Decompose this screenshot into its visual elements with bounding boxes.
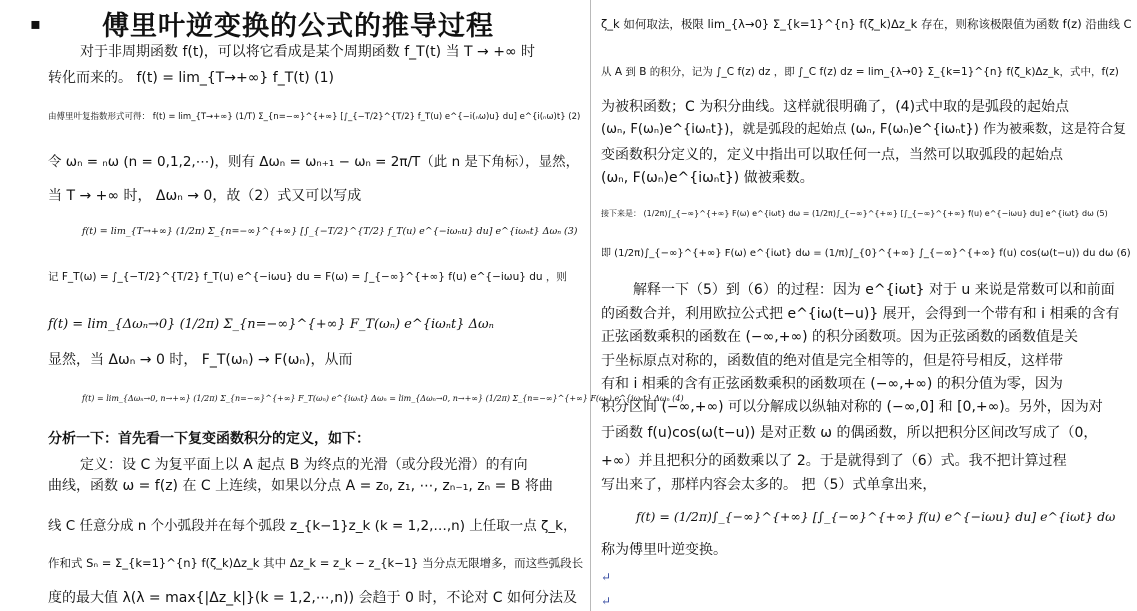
right-line-18: f(t) = (1/2π)∫_{−∞}^{+∞} [∫_{−∞}^{+∞} f(u) e^{−iωu} du] e^{iωt} dω	[636, 509, 1116, 524]
right-line-1: ζ_k 如何取法，极限 lim_{λ→0} Σ_{k=1}^{n} f(ζ_k)Δz_k 存在，则称该极限值为函数 f(z) 沿曲线 C	[601, 17, 1132, 31]
left-line-5: 当 T → +∞ 时， Δωₙ → 0，故（2）式又可以写成	[48, 188, 362, 204]
right-line-19: 称为傅里叶逆变换。	[601, 542, 727, 558]
right-line-14: 积分区间 (−∞,+∞) 可以分解成以纵轴对称的 (−∞,0] 和 [0,+∞)。另外，因为对	[601, 399, 1103, 415]
right-line-10: 的函数合并，利用欧拉公式把 e^{iω(t−u)} 展开，会得到一个带有和 i 相乘的含有	[601, 306, 1120, 322]
left-line-12: 定义：设 C 为复平面上以 A 起点 B 为终点的光滑（或分段光滑）的有向	[80, 457, 528, 473]
left-line-14: 线 C 任意分成 n 个小弧段并在每个弧段 z_{k−1}z_k (k = 1,2,…,n) 上任取一点 ζ_k，	[48, 518, 577, 534]
left-line-2: 转化而来的。 f(t) = lim_{T→+∞} f_T(t) (1)	[48, 70, 334, 86]
right-line-7: 接下来是： (1/2π)∫_{−∞}^{+∞} F(ω) e^{iωt} dω = (1/2π)∫_{−∞}^{+∞} [∫_{−∞}^{+∞} f(u) e^{−iωu} du] e^{iωt} dω (5)	[601, 209, 1108, 218]
left-line-6: f(t) = lim_{T→+∞} (1/2π) Σ_{n=−∞}^{+∞} [∫_{−T/2}^{T/2} f_T(u) e^{−iωₙu} du] e^{iωₙt} Δωₙ (3)	[82, 226, 578, 237]
right-line-4: (ωₙ, F(ωₙ)e^{iωₙt})，就是弧段的起始点 (ωₙ, F(ωₙ)e^{iωₙt}) 作为被乘数，这是符合复	[601, 122, 1127, 137]
right-line-8: 即 (1/2π)∫_{−∞}^{+∞} F(ω) e^{iωt} dω = (1/π)∫_{0}^{+∞} ∫_{−∞}^{+∞} f(u) cos(ω(t−u)) du dω (6)	[601, 248, 1131, 259]
right-line-9: 解释一下（5）到（6）的过程：因为 e^{iωt} 对于 u 来说是常数可以和前面	[633, 282, 1115, 298]
right-line-11: 正弦函数乘积的函数在 (−∞,+∞) 的积分函数项。因为正弦函数的函数值是关	[601, 329, 1079, 345]
left-line-4: 令 ωₙ = ₙω (n = 0,1,2,⋯)，则有 Δωₙ = ωₙ₊₁ − ωₙ = 2π/T（此 n 是下角标），显然，	[48, 154, 580, 170]
right-line-17: 写出来了，那样内容会太多的。 把（5）式单拿出来，	[601, 477, 937, 493]
left-line-3: 由傅里叶复指数形式可得： f(t) = lim_{T→+∞} (1/T) Σ_{n=−∞}^{+∞} [∫_{−T/2}^{T/2} f_T(u) e^{−i(ₙω)u} du] e^{i(ₙω)t} (2)	[48, 112, 581, 122]
right-line-2: 从 A 到 B 的积分，记为 ∫_C f(z) dz ，即 ∫_C f(z) dz = lim_{λ→0} Σ_{k=1}^{n} f(ζ_k)Δz_k，式中，f(z)	[601, 66, 1119, 78]
right-line-16: +∞）并且把积分的函数乘以了 2。于是就得到了（6）式。我不把计算过程	[601, 453, 1067, 469]
right-line-15: 于函数 f(u)cos(ω(t−u)) 是对正数 ω 的偶函数，所以把积分区间改写成了（0，	[601, 425, 1098, 441]
paragraph-mark-1: ↵	[601, 570, 612, 584]
column-divider	[590, 0, 591, 611]
left-line-1: 对于非周期函数 f(t)，可以将它看成是某个周期函数 f_T(t) 当 T → +∞ 时	[80, 44, 536, 60]
right-line-5: 变函数积分定义的，定义中指出可以取任何一点，当然可以取弧段的起始点	[601, 147, 1063, 163]
right-line-13: 有和 i 相乘的含有正弦函数乘积的函数项在 (−∞,+∞) 的积分值为零，因为	[601, 376, 1063, 392]
right-line-3: 为被积函数；C 为积分曲线。这样就很明确了，(4)式中取的是弧段的起始点	[601, 99, 1070, 115]
left-line-9: 显然，当 Δωₙ → 0 时， F_T(ωₙ) → F(ωₙ)，从而	[48, 352, 353, 368]
right-line-6: (ωₙ, F(ωₙ)e^{iωₙt}) 做被乘数。	[601, 170, 814, 186]
left-line-16: 度的最大值 λ(λ = max{|Δz_k|}(k = 1,2,⋯,n)) 会趋于 0 时，不论对 C 如何分法及	[48, 590, 577, 606]
left-line-13: 曲线，函数 ω = f(z) 在 C 上连续，如果以分点 A = z₀, z₁, ⋯, zₙ₋₁, zₙ = B 将曲	[48, 478, 553, 494]
page-title: 傅里叶逆变换的公式的推导过程	[102, 11, 494, 42]
left-line-10: f(t) = lim_{Δωₙ→0, n→+∞} (1/2π) Σ_{n=−∞}^{+∞} F_T(ωₙ) e^{iωₙt} Δωₙ = lim_{Δωₙ→0, n→+∞} (1/2π) Σ_{n=−∞}^{+∞} F(ωₙ) e^{iωₙt} Δωₙ (4)	[82, 394, 684, 403]
left-line-11: 分析一下：首先看一下复变函数积分的定义，如下：	[48, 431, 370, 447]
right-line-12: 于坐标原点对称的，函数值的绝对值是完全相等的，但是符号相反，这样带	[601, 353, 1063, 369]
paragraph-mark-2: ↵	[601, 594, 612, 608]
left-line-7: 记 F_T(ω) = ∫_{−T/2}^{T/2} f_T(u) e^{−iωu} du = F(ω) = ∫_{−∞}^{+∞} f(u) e^{−iωu} du ，则	[48, 271, 567, 283]
left-line-8: f(t) = lim_{Δωₙ→0} (1/2π) Σ_{n=−∞}^{+∞} F_T(ωₙ) e^{iωₙt} Δωₙ	[48, 317, 494, 332]
title-bullet: ▪	[30, 14, 41, 33]
left-line-15: 作和式 Sₙ = Σ_{k=1}^{n} f(ζ_k)Δz_k 其中 Δz_k = z_k − z_{k−1} 当分点无限增多，而这些弧段长	[48, 556, 584, 570]
